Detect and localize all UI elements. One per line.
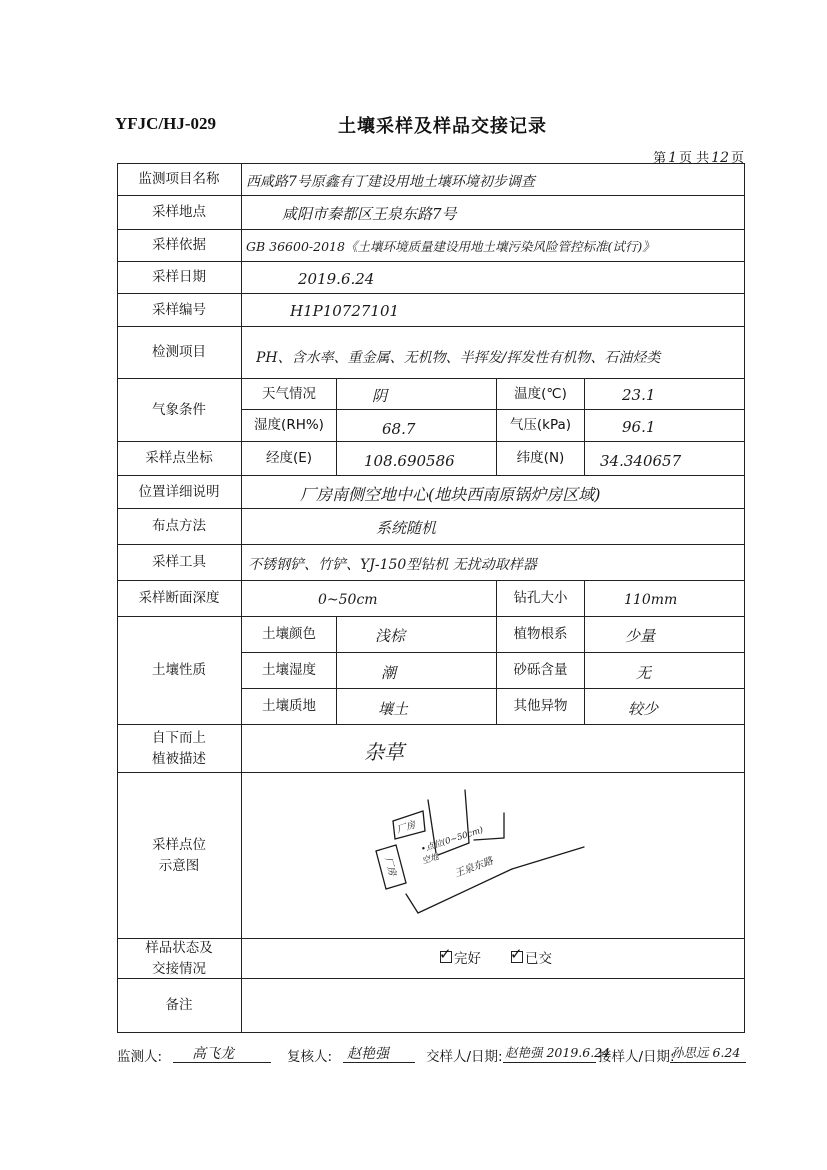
sketch-wall-line	[474, 838, 504, 840]
form-title: 土壤采样及样品交接记录	[338, 116, 547, 137]
intact-checkbox[interactable]	[440, 947, 481, 967]
bore-label: 钻孔大小	[513, 590, 568, 606]
sketch-building-box	[376, 851, 386, 889]
depth-value: 0~50cm	[318, 592, 378, 608]
soil-texture-value: 壤土	[378, 699, 409, 718]
deliver-label: 交样人/日期:	[426, 1049, 503, 1065]
receive-signature-line	[670, 1062, 746, 1063]
page-total: 12	[711, 150, 729, 166]
receive-signature: 孙思远 6.24	[671, 1045, 741, 1060]
handover-label-line2: 交接情况	[152, 960, 206, 977]
lat-label: 纬度(N)	[516, 450, 565, 466]
sketch-boundary-line	[406, 894, 418, 913]
intact-checkbox-label: 完好	[454, 951, 481, 967]
soil-color-label: 土壤颜色	[262, 626, 316, 642]
check-mark-icon: ✓	[510, 945, 523, 963]
deliver-signature: 赵艳强 2019.6.24	[505, 1045, 611, 1060]
delivered-checkbox[interactable]	[511, 947, 552, 967]
pressure-label: 气压(kPa)	[509, 417, 572, 433]
basis-label: 采样依据	[152, 237, 206, 253]
sky-label: 天气情况	[262, 385, 316, 402]
vegetation-label-line2: 植被描述	[152, 750, 206, 767]
col-divider	[336, 378, 337, 475]
form-code: YFJC/HJ-029	[115, 114, 217, 133]
layout-method-value: 系统随机	[376, 519, 437, 537]
remarks-label: 备注	[165, 997, 193, 1013]
sketch-label-line2: 示意图	[158, 857, 200, 874]
sketch-road-label: 王泉东路	[453, 855, 495, 880]
soil-color-value: 浅棕	[375, 627, 406, 645]
soil-moisture-label: 土壤湿度	[262, 662, 316, 678]
lon-label: 经度(E)	[265, 450, 313, 466]
sketch-building-box	[396, 845, 406, 883]
coords-label: 采样点坐标	[145, 450, 213, 466]
sky-value: 阴	[372, 386, 388, 405]
date-label: 采样日期	[152, 269, 206, 285]
other-matter-label: 其他异物	[513, 698, 568, 714]
soil-texture-label: 土壤质地	[262, 698, 316, 714]
weather-label: 气象条件	[152, 401, 206, 418]
depth-label: 采样断面深度	[138, 590, 220, 606]
soil-moisture-value: 潮	[381, 663, 397, 682]
vegetation-label-line1: 自下而上	[152, 729, 206, 746]
date-value: 2019.6.24	[298, 269, 375, 288]
site-sketch	[242, 773, 744, 938]
handover-label-line1: 样品状态及	[145, 939, 213, 956]
vegetation-label	[118, 725, 240, 772]
sketch-point-label: •点位(0~50cm)	[419, 825, 485, 855]
col-divider	[584, 616, 585, 724]
roots-value: 少量	[625, 627, 656, 645]
sketch-label	[118, 773, 240, 938]
vegetation-value: 杂草	[364, 739, 404, 764]
col-divider	[336, 616, 337, 724]
soil-label: 土壤性质	[152, 662, 206, 678]
sketch-building-label-a: 厂房	[395, 819, 418, 836]
layout-method-label: 布点方法	[152, 518, 206, 534]
sample-no-value: H1P10727101	[290, 302, 400, 320]
monitor-label: 监测人:	[117, 1049, 163, 1065]
tools-label: 采样工具	[152, 554, 206, 570]
intact-checkbox-box[interactable]	[439, 945, 452, 963]
humidity-label: 湿度(RH%)	[254, 417, 324, 433]
sketch-boundary-line	[512, 847, 584, 869]
project-name-label: 监测项目名称	[138, 171, 220, 187]
project-name-value: 西咸路7号原鑫有丁建设用地土壤环境初步调查	[246, 173, 535, 190]
humidity-value: 68.7	[382, 420, 416, 438]
site-value: 咸阳市秦都区王泉东路7号	[282, 205, 457, 223]
delivered-checkbox-label: 已交	[525, 951, 552, 967]
page-suffix: 页	[730, 151, 744, 166]
sketch-building-box	[376, 845, 396, 851]
site-label: 采样地点	[152, 204, 206, 220]
reviewer-label: 复核人:	[287, 1049, 333, 1065]
tools-value: 不锈钢铲、竹铲、YJ-150型钻机 无扰动取样器	[248, 556, 537, 573]
basis-value: GB 36600-2018《土壤环境质量建设用地土壤污染风险管控标准(试行)》	[246, 239, 655, 254]
sample-no-label: 采样编号	[152, 301, 206, 318]
lat-value: 34.340657	[600, 452, 682, 470]
col-divider	[584, 580, 585, 616]
page-prefix: 第	[653, 151, 667, 166]
lon-value: 108.690586	[364, 452, 455, 470]
gravel-value: 无	[636, 663, 652, 682]
sketch-building-box	[393, 811, 423, 821]
check-mark-icon: ✓	[439, 945, 452, 963]
receive-label: 接样人/日期:	[598, 1049, 675, 1065]
reviewer-signature: 赵艳强	[347, 1046, 389, 1062]
location-detail-value: 厂房南侧空地中心(地块西南原锅炉房区域)	[300, 484, 601, 504]
other-matter-value: 较少	[628, 699, 659, 718]
monitor-signature: 高飞龙	[192, 1046, 234, 1062]
temp-label: 温度(℃)	[514, 385, 567, 402]
handover-status	[440, 947, 552, 967]
roots-label: 植物根系	[513, 626, 568, 642]
sketch-area-label: 空地	[420, 852, 441, 867]
location-detail-label: 位置详细说明	[138, 483, 220, 500]
temp-value: 23.1	[622, 386, 656, 404]
sketch-building-box	[393, 821, 395, 839]
page-number: 1	[668, 150, 678, 166]
items-label: 检测项目	[152, 344, 206, 360]
items-value: PH、含水率、重金属、无机物、半挥发/挥发性有机物、石油烃类	[256, 350, 661, 366]
gravel-label: 砂砾含量	[513, 662, 568, 678]
bore-value: 110mm	[624, 592, 678, 608]
delivered-checkbox-box[interactable]	[510, 945, 523, 963]
sketch-building-box	[386, 883, 406, 889]
page-mid: 页 共	[679, 151, 710, 166]
sketch-building-box	[423, 811, 425, 831]
sketch-label-line1: 采样点位	[152, 836, 206, 853]
handover-label	[118, 939, 240, 978]
deliver-signature-line	[503, 1062, 596, 1063]
sketch-building-label-b: 厂房	[382, 855, 398, 878]
col-divider	[584, 378, 585, 475]
pressure-value: 96.1	[622, 418, 656, 436]
